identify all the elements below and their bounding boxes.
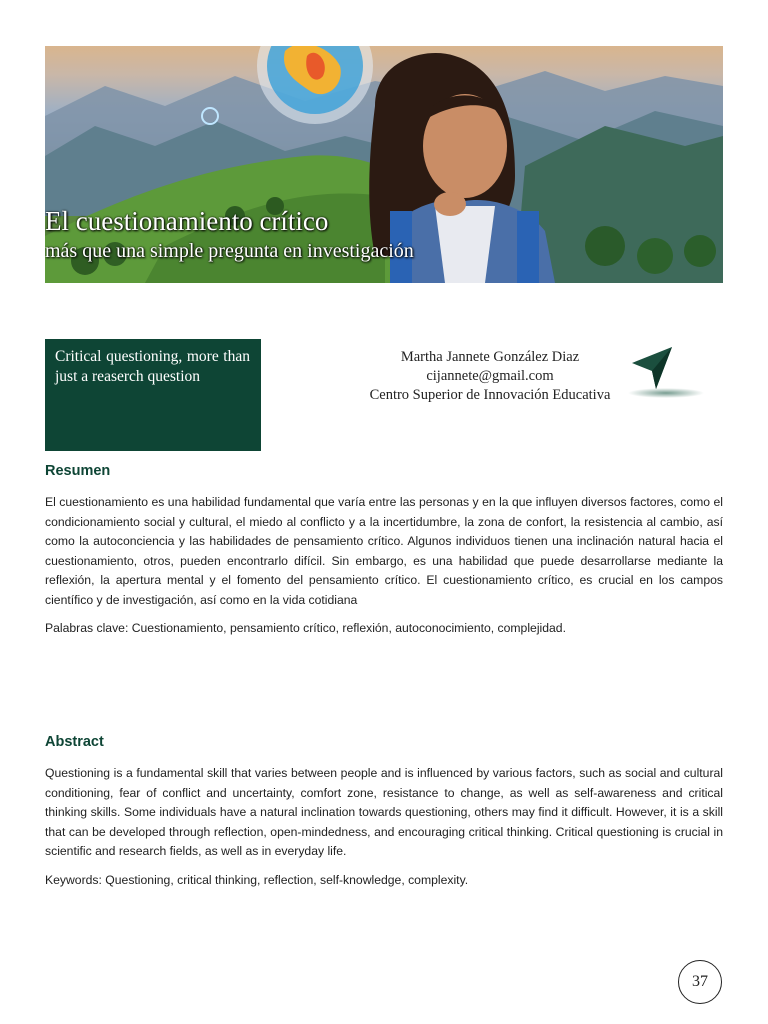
english-title-box (45, 339, 261, 451)
author-block (340, 348, 640, 405)
author-affiliation: Centro Superior de Innovación Educativa (369, 387, 611, 403)
header-image (45, 46, 723, 283)
resumen-heading: Resumen (45, 463, 111, 479)
english-title: Critical questioning, more than just a reaserch question (55, 348, 250, 385)
abstract-text: Questioning is a fundamental skill that varies between people and is influenced by various factors, such as social and cultural conditioning, fear of conflict and uncertainty, comfort zone, resistance to change, as well as self-awareness and critical thinking skills. Some individuals have a natural inclination towards questioning, others may find it difficult. However, it is a skill that can be developed through reflection, open-mindedness, and encouraging critical thinking. Critical questioning is crucial in scientific and research fields, as well as in everyday life. (45, 766, 723, 858)
page-number: 37 (678, 960, 722, 1004)
author-email[interactable]: cijannete@gmail.com (426, 368, 554, 384)
author-name: Martha Jannete González Diaz (400, 349, 580, 365)
resumen-text: El cuestionamiento es una habilidad fundamental que varía entre las personas y en la que influyen diversos factores, como el condicionamiento social y cultural, el miedo al conflicto y a la incertidumbre, la zona de confort, la resistencia al cambio, así como la autoconciencia y las habilidades de pensamiento crítico. Algunos individuos tienen una inclinación natural hacia el cuestionamiento, otros, pueden encontrarlo difícil. Sin embargo, es una habilidad que puede desarrollarse mediante la reflexión, la apertura mental y el fomento del pensamiento crítico. El cuestionamiento crítico, es crucial en los campos científico y de investigación, así como en la vida cotidiana (45, 495, 723, 607)
page-title: El cuestionamiento crítico (45, 206, 329, 236)
abstract-keywords: Keywords: Questioning, critical thinking, reflection, self-knowledge, complexity. (45, 873, 469, 887)
resumen-keywords: Palabras clave: Cuestionamiento, pensamiento crítico, reflexión, autoconocimiento, complejidad. (45, 621, 566, 635)
institution-logo-icon (626, 345, 704, 401)
page-subtitle: más que una simple pregunta en investigación (45, 240, 414, 262)
abstract-heading: Abstract (45, 734, 104, 750)
